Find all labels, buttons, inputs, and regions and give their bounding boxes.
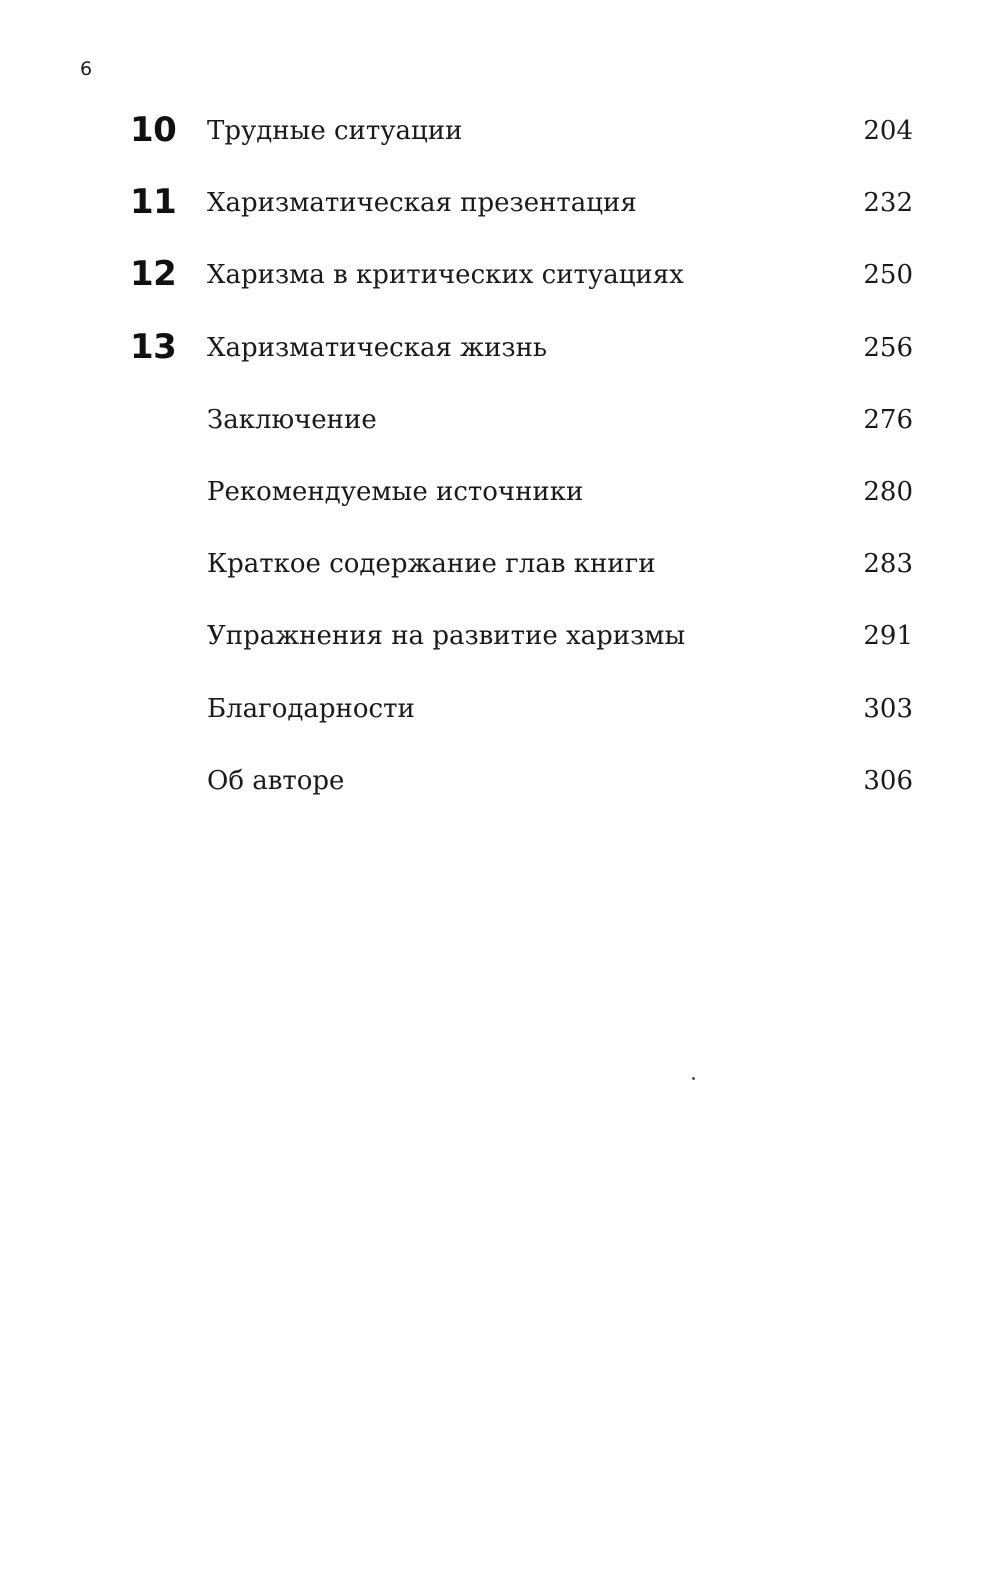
toc-entry[interactable] — [0, 96, 1000, 168]
toc-entry[interactable] — [0, 313, 1000, 385]
toc-entry[interactable] — [0, 168, 1000, 240]
toc-entry[interactable] — [0, 457, 1000, 529]
section-page-number: 283 — [863, 549, 913, 580]
chapter-page-number: 256 — [863, 332, 913, 363]
toc-entry[interactable] — [0, 746, 1000, 818]
section-title: Упражнения на развитие харизмы — [207, 621, 686, 652]
section-title: Рекомендуемые источники — [207, 476, 584, 507]
chapter-number: 13 — [130, 326, 177, 367]
section-page-number: 276 — [863, 404, 913, 435]
chapter-title: Харизматическая презентация — [207, 188, 637, 219]
toc-entry[interactable] — [0, 601, 1000, 673]
chapter-page-number: 204 — [863, 116, 913, 146]
chapter-number: 12 — [130, 254, 177, 295]
section-page-number: 291 — [863, 621, 913, 652]
toc-entry[interactable] — [0, 529, 1000, 601]
table-of-contents — [0, 96, 1000, 818]
section-title: Об авторе — [207, 765, 345, 796]
chapter-number: 10 — [130, 110, 177, 150]
chapter-page-number: 250 — [863, 260, 913, 291]
section-page-number: 306 — [863, 765, 913, 796]
chapter-page-number: 232 — [863, 188, 913, 219]
chapter-title: Харизма в критических ситуациях — [207, 260, 684, 291]
toc-entry[interactable] — [0, 674, 1000, 746]
page-number: 6 — [80, 58, 93, 80]
toc-entry[interactable] — [0, 385, 1000, 457]
chapter-title: Харизматическая жизнь — [207, 332, 548, 363]
scan-speck — [692, 1077, 695, 1080]
chapter-title: Трудные ситуации — [207, 116, 463, 146]
toc-entry[interactable] — [0, 240, 1000, 312]
section-page-number: 280 — [863, 476, 913, 507]
section-page-number: 303 — [863, 693, 913, 724]
section-title: Краткое содержание глав книги — [207, 549, 656, 580]
chapter-number: 11 — [130, 182, 177, 223]
section-title: Заключение — [207, 404, 377, 435]
section-title: Благодарности — [207, 693, 415, 724]
